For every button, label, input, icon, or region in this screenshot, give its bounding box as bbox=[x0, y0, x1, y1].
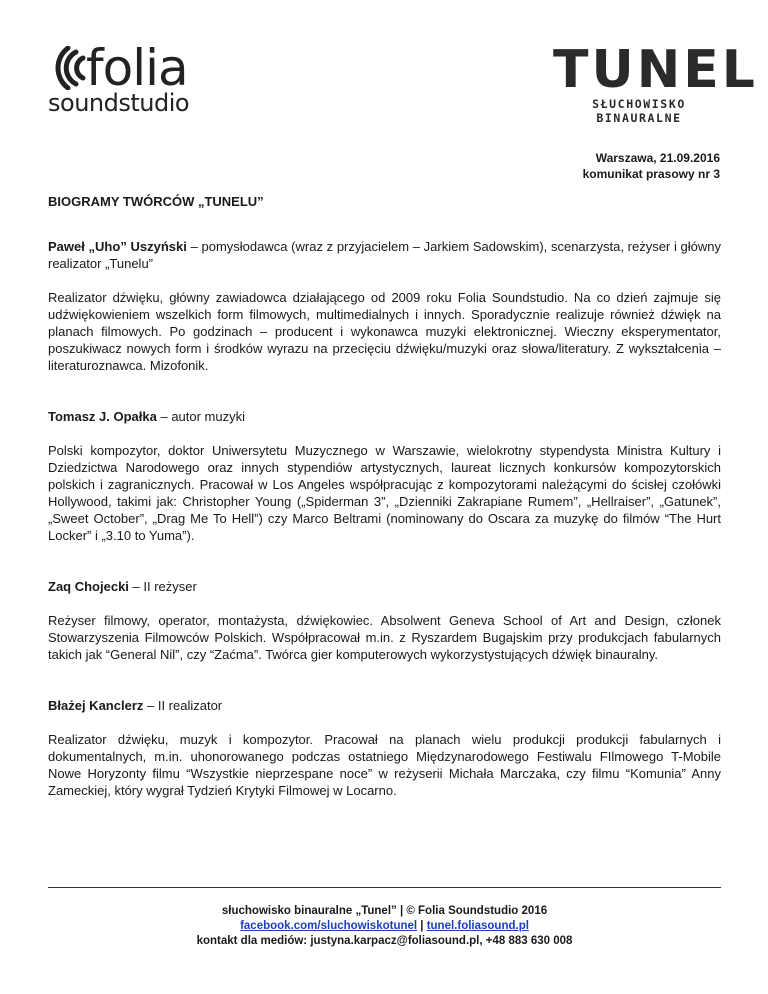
dateline bbox=[583, 150, 720, 182]
document-title: BIOGRAMY TWÓRCÓW „TUNELU” bbox=[48, 194, 264, 209]
person-role: – II reżyser bbox=[128, 579, 197, 594]
person-heading bbox=[48, 697, 721, 714]
person-heading bbox=[48, 408, 721, 425]
person-name: Tomasz J. Opałka bbox=[48, 409, 157, 424]
tunel-logo-word: TUNEL bbox=[553, 40, 758, 100]
footer-divider bbox=[48, 887, 721, 888]
tunel-logo bbox=[553, 40, 758, 125]
person-bio: Reżyser filmowy, operator, montażysta, dźwiękowiec. Absolwent Geneva School of Art and Design, członek Stowarzyszenia Filmowców Polskich. Współpracował m.in. z Ryszardem Bugajskim przy produkcjach fabularnych takich jak “General Nil”, czy “Zaćma”. Twórca gier komputerowych wykorzystystujących dźwięk binauralny. bbox=[48, 613, 721, 662]
person-name: Błażej Kanclerz bbox=[48, 698, 144, 713]
person-name: Zaq Chojecki bbox=[48, 579, 129, 594]
place-date: Warszawa, 21.09.2016 bbox=[595, 151, 720, 165]
facebook-link[interactable]: facebook.com/sluchowiskotunel bbox=[240, 920, 418, 932]
person-heading bbox=[48, 578, 721, 595]
footer-links bbox=[48, 919, 721, 934]
person-role: – II realizator bbox=[143, 698, 223, 713]
footer-copyright: słuchowisko binauralne „Tunel” | © Folia Soundstudio 2016 bbox=[221, 905, 548, 917]
tunel-logo-subword: SŁUCHOWISKO BINAURALNE bbox=[592, 97, 686, 125]
person-bio: Realizator dźwięku, główny zawiadowca działającego od 2009 roku Folia Soundstudio. Na co dzień zajmuje się udźwiękowieniem wszelkich form filmowych, multimedialnych i innych. Sporadycznie realizuje również dźwięk na planach filmowych. Po godzinach – producent i wykonawca muzyki elektronicznej. Wieczny eksperymentator, poszukiwacz nowych form i środków wyrazu na przecięciu dźwięku/muzyki oraz słowa/literatury. Z wykształcenia – literaturoznawca. Mizofonik. bbox=[48, 290, 721, 373]
person-heading bbox=[48, 238, 721, 272]
person-name: Paweł „Uho” Uszyński bbox=[48, 239, 187, 254]
footer bbox=[48, 904, 721, 949]
person-bio: Realizator dźwięku, muzyk i kompozytor. Pracował na planach wielu produkcji produkcji fabularnych i dokumentalnych, m.in. uhonorowanego podczas ostatniego Międzynarodowego Festiwalu FIlmowego T-Mobile Nowe Horyzonty filmu “Wszystkie nieprzespane noce” w reżyserii Michała Marczaka, czy filmu “Komunia” Anny Zameckiej, który wygrał Tydzień Krytyki Filmowej w Locarno. bbox=[48, 732, 721, 798]
person-role: – autor muzyki bbox=[156, 409, 246, 424]
footer-separator: | bbox=[417, 920, 427, 932]
folia-logo-word: folia bbox=[86, 39, 188, 97]
folia-logo-subword: soundstudio bbox=[48, 89, 190, 117]
person-role: – pomysłodawca (wraz z przyjacielem – Jarkiem Sadowskim), scenarzysta, reżyser i główny realizator „Tunelu” bbox=[48, 239, 721, 271]
release-number: komunikat prasowy nr 3 bbox=[582, 167, 720, 181]
footer-contact: kontakt dla mediów: justyna.karpacz@foliasound.pl, +48 883 630 008 bbox=[196, 935, 573, 947]
folia-soundstudio-logo bbox=[46, 40, 206, 116]
biographies bbox=[48, 238, 721, 833]
sound-waves-icon bbox=[46, 46, 90, 90]
person-bio: Polski kompozytor, doktor Uniwersytetu Muzycznego w Warszawie, wielokrotny stypendysta Ministra Kultury i Dziedzictwa Narodowego oraz innych stypendiów artystycznych, laureat licznych konkursów kompozytorskich polskich i zagranicznych. Pracował w Los Angeles współpracując z kompozytorami należącymi do ścisłej czołówki Hollywood, takimi jak: Christopher Young („Spiderman 3”, „Dzienniki Zakrapiane Rumem”, „Hellraiser”, „Gatunek”, „Sweet October”, „Drag Me To Hell”) czy Marco Beltrami (nominowany do Oscara za muzykę do filmów “The Hurt Locker” i „3.10 to Yuma”). bbox=[48, 443, 721, 543]
website-link[interactable]: tunel.foliasound.pl bbox=[426, 920, 529, 932]
